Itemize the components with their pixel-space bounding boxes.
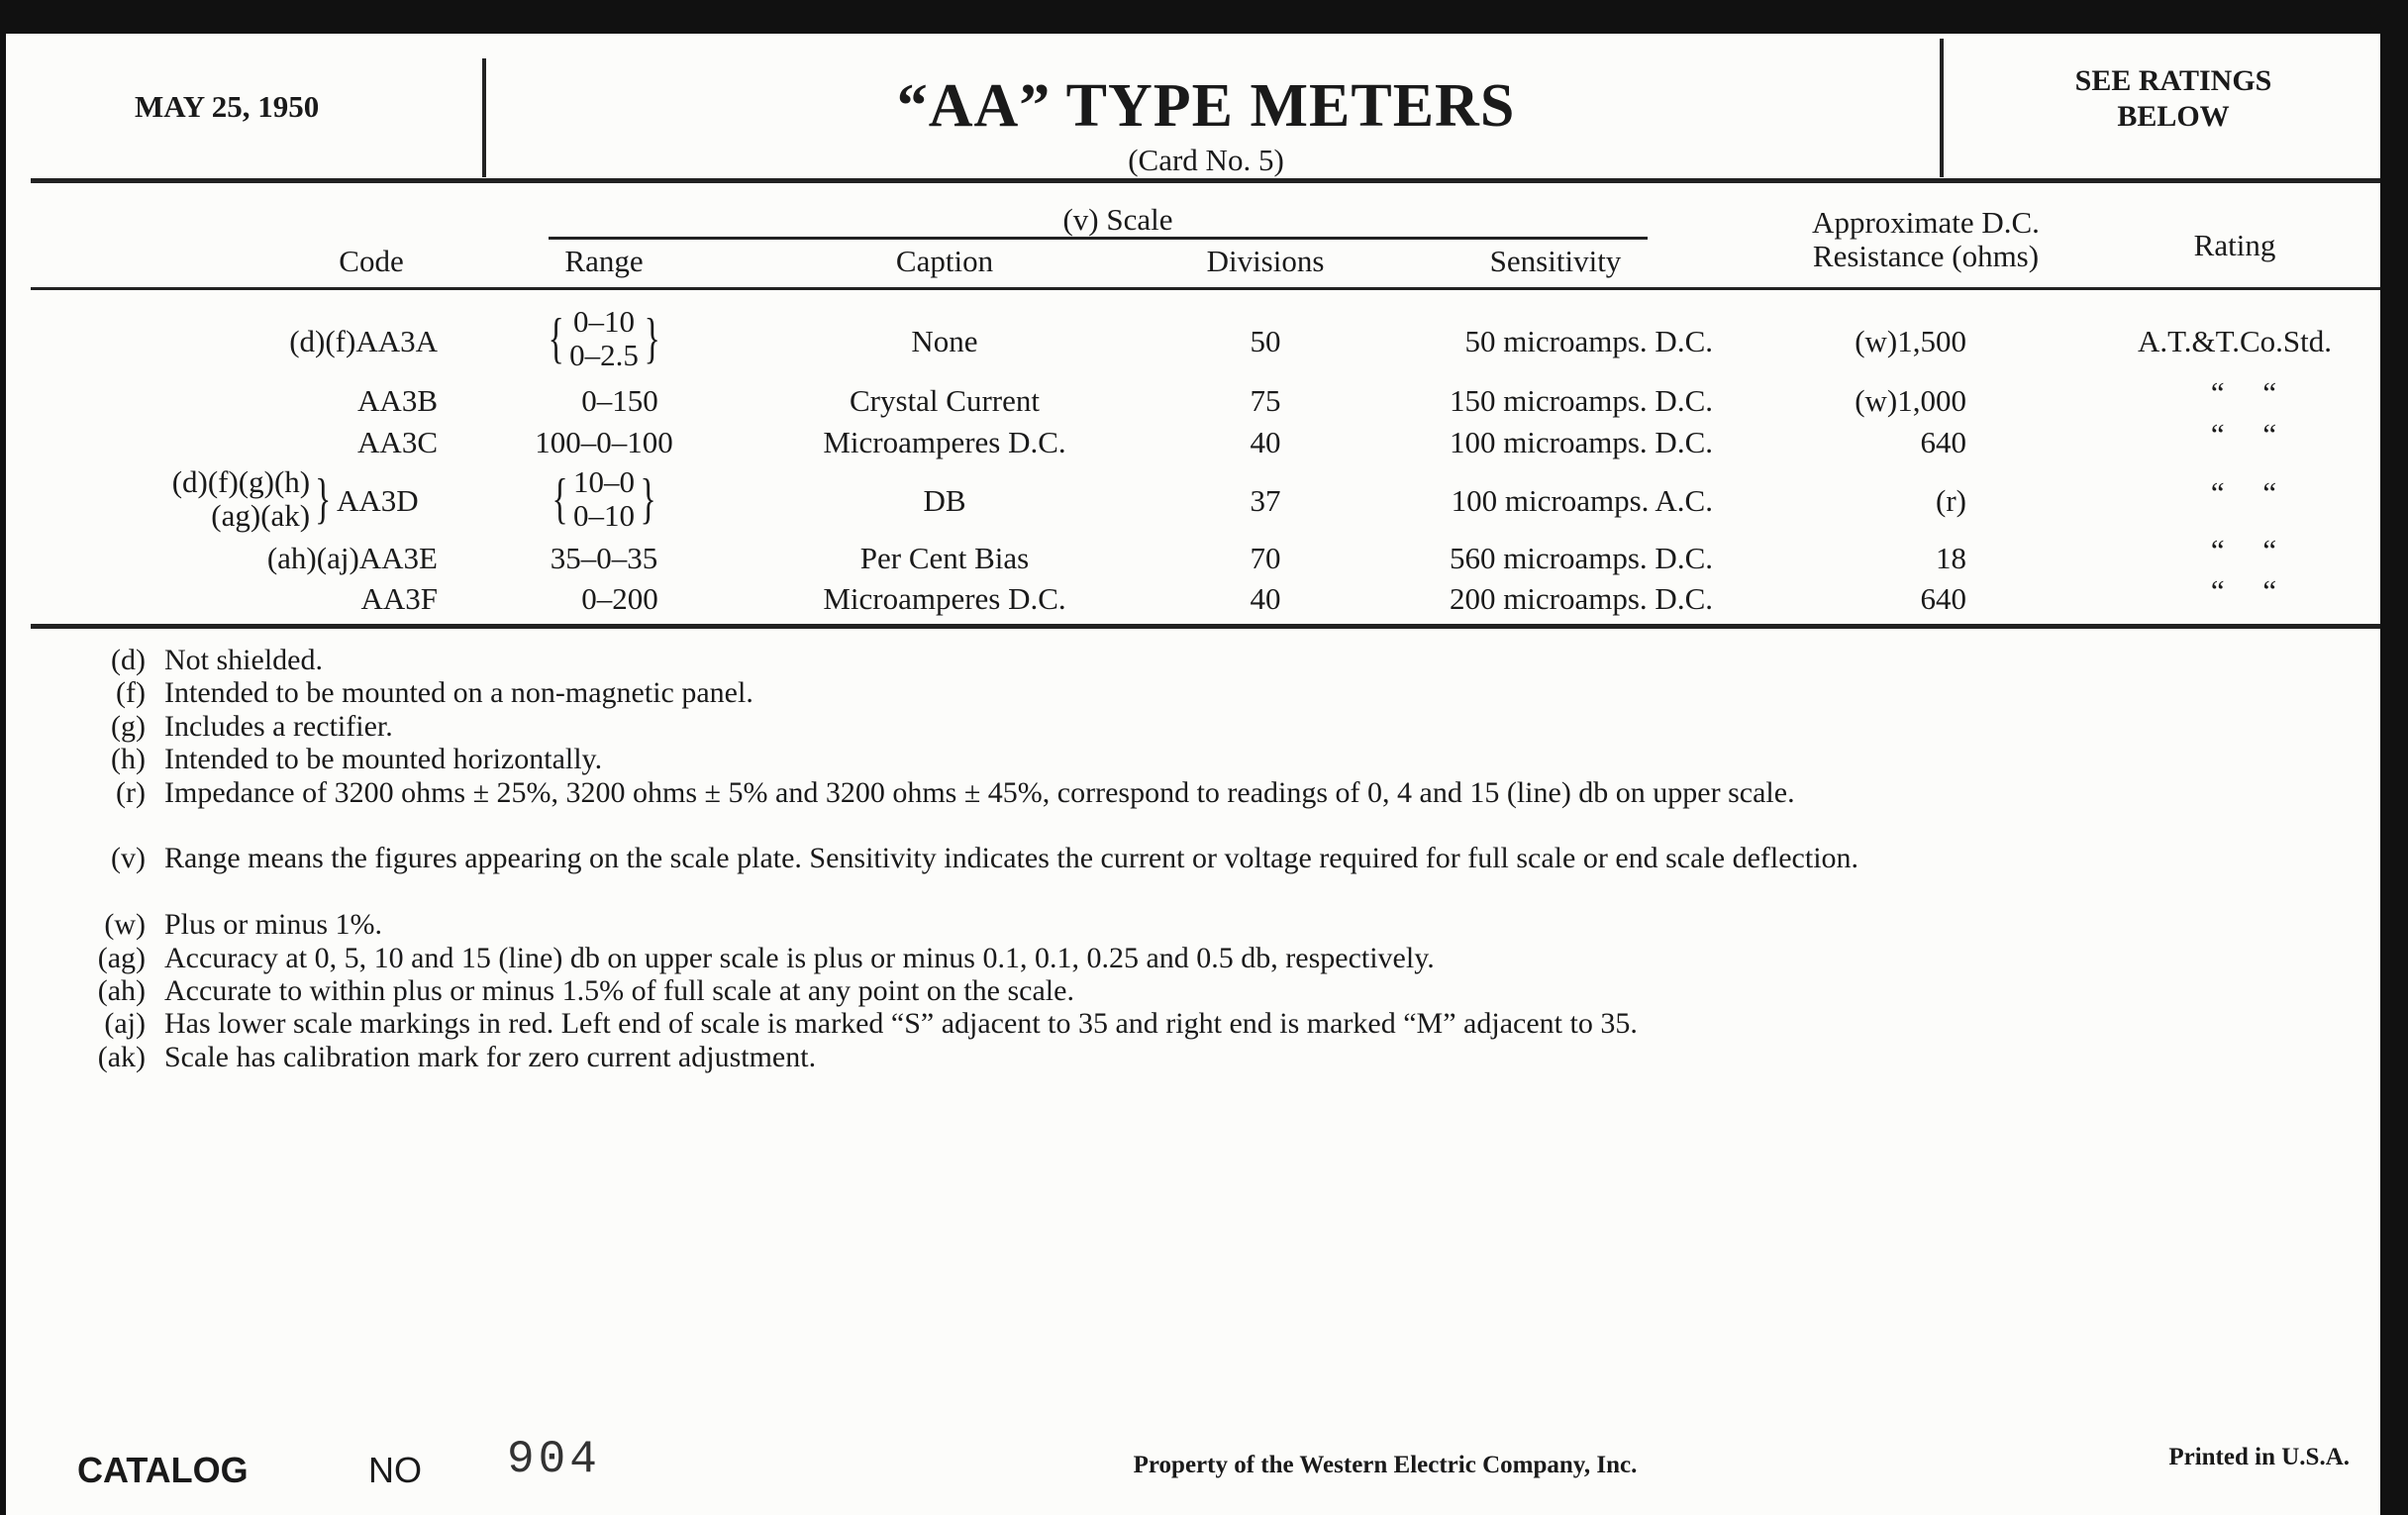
row-divisions: 37: [1250, 483, 1281, 518]
footnote-text: Scale has calibration mark for zero current adjustment.: [164, 1040, 817, 1073]
row-code-value: AA3C: [357, 425, 438, 459]
row-range: { 0–10 0–2.5 }: [548, 304, 660, 372]
row-rating: “ “: [2210, 573, 2277, 608]
row-caption: Per Cent Bias: [859, 541, 1030, 575]
col-resistance-line1: Approximate D.C.: [1812, 205, 2040, 240]
property-notice: Property of the Western Electric Company, Inc.: [1133, 1452, 1638, 1478]
header-rule: [31, 178, 2380, 183]
row-code-value: AA3A: [355, 324, 438, 358]
col-divisions: Divisions: [1206, 244, 1325, 278]
catalog-number: 904: [507, 1434, 601, 1485]
catalog-card: [6, 34, 2380, 1515]
col-resistance-line2: Resistance (ohms): [1812, 239, 2040, 273]
row-resistance: (r): [1936, 483, 1966, 518]
row-range: { 10–0 0–10 }: [552, 464, 656, 533]
footnote-text: Accuracy at 0, 5, 10 and 15 (line) db on upper scale is plus or minus 0.1, 0.1, 0.25 and 0.5 db, respectively.: [164, 941, 1435, 974]
row-caption: Microamperes D.C.: [823, 425, 1066, 459]
row-notes: (ah)(aj): [266, 541, 359, 575]
footnote-label: (f): [116, 676, 146, 710]
col-rating: Rating: [2193, 228, 2276, 262]
range-line: 0–10: [573, 498, 635, 533]
row-sensitivity: 560 microamps. D.C.: [1449, 541, 1713, 575]
col-resistance: [1812, 206, 2040, 273]
row-caption: Microamperes D.C.: [823, 581, 1066, 616]
printed-notice: Printed in U.S.A.: [2168, 1444, 2350, 1470]
see-ratings-line1: SEE RATINGS: [2074, 64, 2272, 97]
footnote-label: (ag): [97, 941, 146, 974]
footnote-label: (g): [111, 709, 146, 743]
col-range: Range: [564, 244, 644, 278]
row-sensitivity: 100 microamps. A.C.: [1451, 483, 1713, 518]
header-divider-right: [1940, 39, 1944, 177]
see-ratings-line2: BELOW: [2117, 100, 2230, 133]
footnote-label: (d): [111, 644, 146, 676]
row-notes: (d)(f)(g)(h) (ag)(ak) }: [171, 464, 332, 533]
footnote-text: Not shielded.: [164, 644, 323, 676]
row-range: 35–0–35: [550, 541, 658, 575]
col-code: Code: [339, 244, 404, 278]
range-line: 10–0: [573, 464, 635, 499]
footnote-label: (aj): [104, 1007, 146, 1041]
range-line: 0–10: [573, 304, 635, 339]
row-rating: A.T.&T.Co.Std.: [2137, 324, 2333, 358]
footnote-label: (r): [116, 775, 146, 809]
row-notes: (d)(f): [289, 324, 356, 358]
see-ratings-note: [2075, 63, 2272, 135]
row-code: [357, 425, 438, 460]
table-bottom-rule: [31, 624, 2380, 629]
row-range: 0–150: [581, 383, 658, 418]
col-sensitivity: Sensitivity: [1489, 244, 1622, 278]
row-sensitivity: 100 microamps. D.C.: [1449, 425, 1713, 459]
page-title: “AA” TYPE METERS: [896, 72, 1516, 140]
notes-line: (ag)(ak): [211, 498, 311, 533]
row-code: [289, 324, 438, 359]
row-caption: None: [911, 324, 978, 358]
catalog-label: CATALOG: [77, 1450, 249, 1490]
footnote-label: (ah): [97, 974, 146, 1007]
scale-group-rule: [549, 237, 1648, 240]
row-divisions: 40: [1250, 581, 1281, 616]
row-resistance: 640: [1920, 581, 1966, 616]
row-resistance: 18: [1936, 541, 1966, 575]
row-rating: “ “: [2210, 475, 2277, 510]
row-code: [360, 581, 438, 617]
footnote-label: (v): [111, 842, 146, 875]
footnote-label: (h): [111, 743, 146, 776]
row-code-value: AA3F: [360, 581, 438, 616]
row-sensitivity: 150 microamps. D.C.: [1449, 383, 1713, 418]
footnote-text: Accurate to within plus or minus 1.5% of full scale at any point on the scale.: [164, 974, 1074, 1007]
card-subtitle: (Card No. 5): [1128, 143, 1284, 177]
row-rating: “ “: [2210, 417, 2277, 452]
row-code: [337, 483, 419, 519]
range-line: 0–2.5: [569, 338, 639, 372]
row-code: [357, 383, 438, 419]
footnote-text: Range means the figures appearing on the scale plate. Sensitivity indicates the current or voltage required for full scale or end scale deflection.: [164, 842, 1859, 875]
footnote-text: Intended to be mounted horizontally.: [164, 743, 603, 776]
row-caption: DB: [923, 483, 966, 518]
row-sensitivity: 50 microamps. D.C.: [1464, 324, 1713, 358]
row-sensitivity: 200 microamps. D.C.: [1449, 581, 1713, 616]
footnote-label: (ak): [97, 1040, 146, 1073]
col-caption: Caption: [895, 244, 994, 278]
row-divisions: 50: [1250, 324, 1281, 358]
row-divisions: 75: [1250, 383, 1281, 418]
row-range: 0–200: [581, 581, 658, 616]
footnote-text: Includes a rectifier.: [164, 709, 393, 743]
scale-group-header: (v) Scale: [1062, 202, 1173, 237]
table-header-rule: [31, 287, 2380, 290]
row-divisions: 70: [1250, 541, 1281, 575]
footnote-text: Has lower scale markings in red. Left end of scale is marked “S” adjacent to 35 and right end is marked “M” adjacent to 35.: [164, 1007, 1638, 1041]
footnote-text: Plus or minus 1%.: [164, 908, 383, 942]
card-date: MAY 25, 1950: [135, 89, 320, 124]
row-code-value: AA3D: [337, 483, 419, 518]
row-divisions: 40: [1250, 425, 1281, 459]
row-code-value: AA3E: [358, 541, 438, 575]
row-caption: Crystal Current: [850, 383, 1040, 418]
row-rating: “ “: [2210, 533, 2277, 567]
row-resistance: 640: [1920, 425, 1966, 459]
row-resistance: (w)1,500: [1855, 324, 1966, 358]
row-code-value: AA3B: [357, 383, 438, 418]
row-range: 100–0–100: [535, 425, 673, 459]
row-resistance: (w)1,000: [1855, 383, 1966, 418]
header-divider-left: [482, 58, 486, 177]
notes-line: (d)(f)(g)(h): [171, 464, 311, 499]
footnote-text: Impedance of 3200 ohms ± 25%, 3200 ohms ± 5% and 3200 ohms ± 45%, correspond to readings of 0, 4 and 15 (line) db on upper scale.: [164, 775, 1795, 809]
catalog-no-label: NO: [368, 1450, 422, 1490]
footnote-text: Intended to be mounted on a non-magnetic panel.: [164, 676, 753, 710]
row-rating: “ “: [2210, 375, 2277, 410]
footnote-label: (w): [104, 908, 146, 942]
row-code: [267, 541, 438, 576]
